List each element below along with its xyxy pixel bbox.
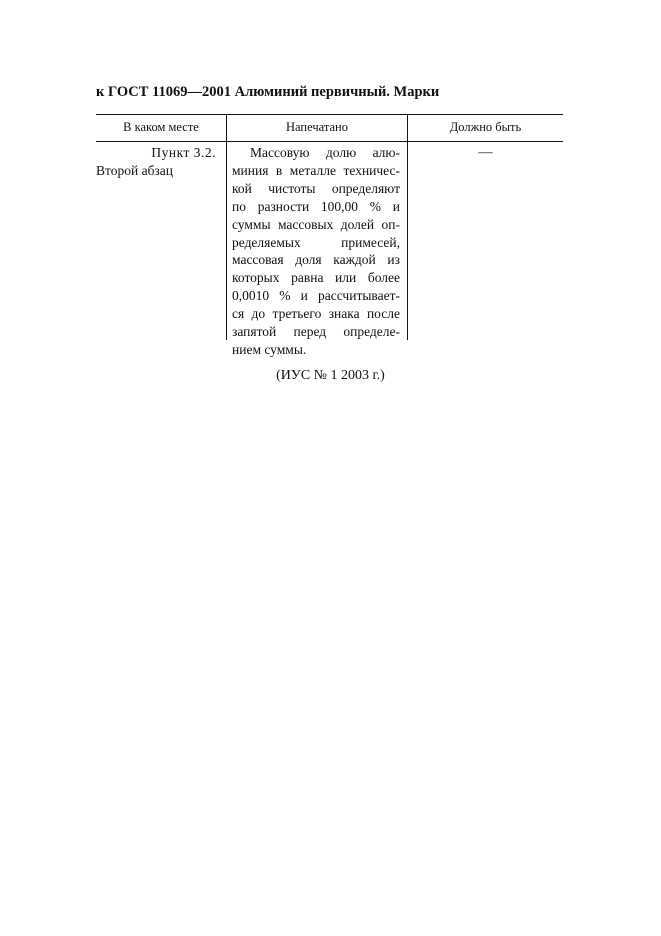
table-top-rule	[96, 114, 563, 115]
printed-line: которых равна или более	[232, 270, 400, 286]
printed-line: ределяемых примесей,	[232, 234, 400, 250]
column-divider-1	[226, 114, 227, 340]
publication-reference: (ИУС № 1 2003 г.)	[276, 368, 385, 383]
cell-printed	[232, 144, 400, 359]
header-printed: Напечатано	[286, 120, 348, 134]
printed-line: миния в металле техничес-	[232, 162, 400, 178]
printed-line: суммы массовых долей оп-	[232, 216, 400, 232]
header-should-be: Должно быть	[449, 120, 522, 134]
printed-line: Массовую долю алю-	[250, 145, 400, 160]
printed-line: кой чистоты определяют	[232, 180, 400, 196]
printed-line: нием суммы.	[232, 341, 307, 357]
table-header-rule	[96, 141, 563, 142]
cell-should-be: —	[478, 145, 493, 160]
printed-line: по разности 100,00 % и	[232, 198, 400, 214]
printed-line: массовая доля каждой из	[232, 252, 400, 268]
correction-table	[96, 114, 563, 357]
header-where: В каком месте	[123, 120, 199, 134]
printed-line: запятой перед определе-	[232, 324, 400, 340]
printed-line: 0,0010 % и рассчитывает-	[232, 288, 400, 304]
cell-where	[96, 144, 218, 180]
where-line-2: Второй абзац	[96, 162, 173, 178]
amendment-title: к ГОСТ 11069—2001 Алюминий первичный. Марки	[96, 84, 440, 100]
where-line-1: Пункт 3.2.	[151, 145, 216, 160]
printed-line: ся до третьего знака после	[232, 306, 400, 322]
